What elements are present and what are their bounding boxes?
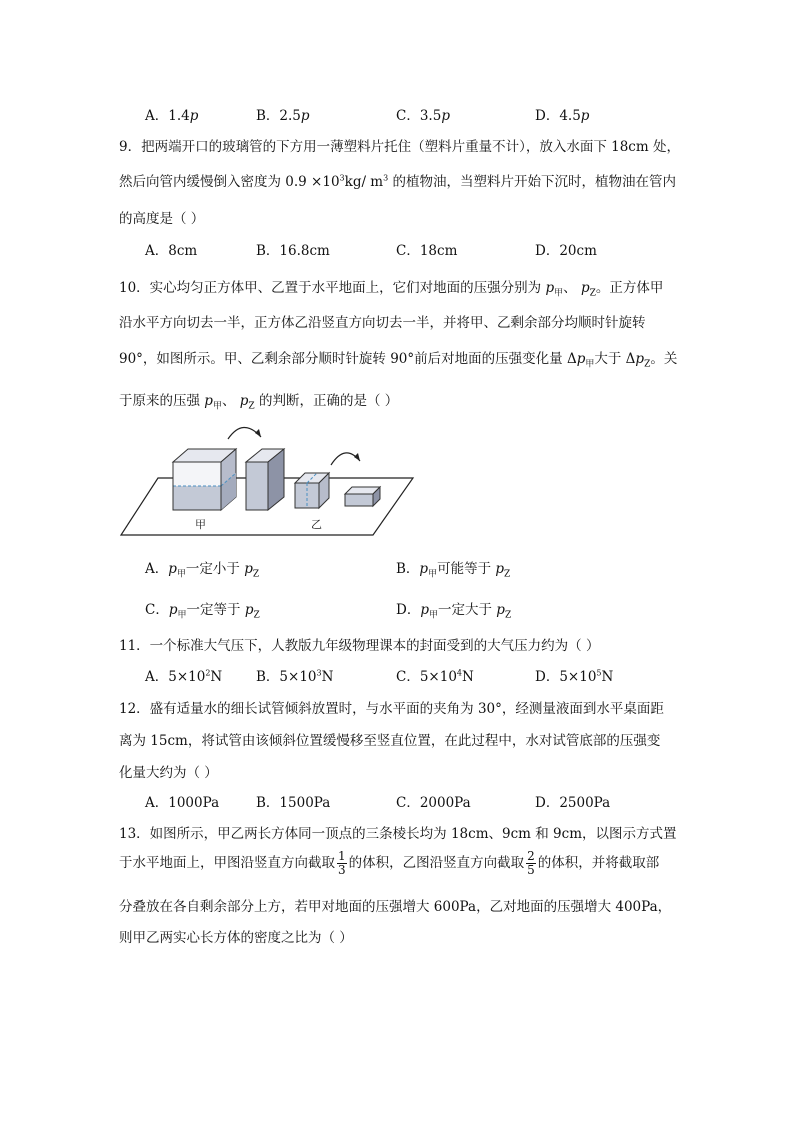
q9-option-a: A．8cm [145,243,198,259]
q11-option-a: A．$5\times 10^2N$ [145,668,223,685]
q12-line-3: 化量大约为（ ） [119,765,218,781]
q10-option-c: C．$p_甲$一定等于 $p_Z$ [145,602,260,621]
fraction-one-third: $\frac{1}{3}$ [338,849,346,877]
q12-line-1: 12．盛有适量水的细长试管倾斜放置时，与水平面的夹角为 30°，经测量液面到水平桌面距 [119,701,664,717]
q8-option-c: C．3.5p [396,108,450,124]
q11-line-1: 11．一个标准大气压下，人教版九年级物理课本的封面受到的大气压力约为（ ） [119,638,600,654]
figure-label-jia: 甲 [195,518,206,531]
q8-option-b: B．2.5p [256,108,310,124]
q8-option-d: D．4.5p [535,108,590,124]
q9-line-1: 9．把两端开口的玻璃管的下方用一薄塑料片托住（塑料片重量不计），放入水面下 18cm 处， [119,139,680,155]
q12-option-b: B．1500Pa [256,795,331,811]
q13-line-1: 13．如图所示，甲乙两长方体同一顶点的三条棱长均为 18cm、9cm 和 9cm，以图示方式置 [119,826,677,842]
q11-option-b: B．$5\times 10^3N$ [256,668,334,685]
q11-option-d: D．$5\times 10^5N$ [535,668,614,685]
q9-option-d: D．20cm [535,243,597,259]
figure-label-yi: 乙 [311,518,322,531]
q10-line-4: 于原来的压强 $p_甲$、 $p_Z$ 的判断，正确的是（ ） [119,393,399,412]
q10-line-3: 90°，如图所示。甲、乙剩余部分顺时针旋转 90°前后对地面的压强变化量 $\Delta p_甲$大于 $\Delta p_Z$。关 [119,351,678,370]
fraction-two-fifths: $\frac{2}{5}$ [527,849,535,877]
q11-option-c: C．$5\times 10^4N$ [396,668,474,685]
arrow-yi [331,453,360,465]
q10-option-b: B．$p_甲$可能等于 $p_Z$ [396,561,511,580]
q9-option-b: B．16.8cm [256,243,330,259]
q12-option-d: D．2500Pa [535,795,611,811]
q9-line-2: 然后向管内缓慢倒入密度为 $0.9 \times 10^3kg/$ $m^3$ 的植物油，当塑料片开始下沉时，植物油在管内 [119,173,676,190]
q10-line-1: 10．实心均匀正方体甲、乙置于水平地面上，它们对地面的压强分别为 $p_甲$、 $p_Z$。正方体甲 [119,280,664,299]
q10-option-a: A．$p_甲$一定小于 $p_Z$ [145,561,260,580]
q12-option-a: A．1000Pa [145,795,220,811]
q9-line-3: 的高度是（ ） [119,211,205,227]
q13-line-3: 分叠放在各自剩余部分上方，若甲对地面的压强增大 600Pa，乙对地面的压强增大 400Pa， [119,899,672,915]
q13-line-4: 则甲乙两实心长方体的密度之比为（ ） [119,930,353,946]
q10-option-d: D．$p_甲$一定大于 $p_Z$ [396,602,512,621]
cube-jia-lower-half [173,486,221,510]
q12-line-2: 离为 15cm，将试管由该倾斜位置缓慢移至竖直位置，在此过程中，水对试管底部的压强变 [119,733,661,749]
q10-figure [118,415,418,540]
q10-line-2: 沿水平方向切去一半，正方体乙沿竖直方向切去一半，并将甲、乙剩余部分均顺时针旋转 [119,315,646,331]
jia-half-front [246,462,268,510]
q9-option-c: C．18cm [396,243,458,259]
q12-option-c: C．2000Pa [396,795,471,811]
q8-option-a: A．1.4p [145,108,199,124]
q13-line-2: 于水平地面上，甲图沿竖直方向截取 $\frac{1}{3}$ 的体积，乙图沿竖直方向截取 $\frac{2}{5}$ 的体积，并将截取部 [119,849,660,877]
yi-half-front [345,494,373,506]
